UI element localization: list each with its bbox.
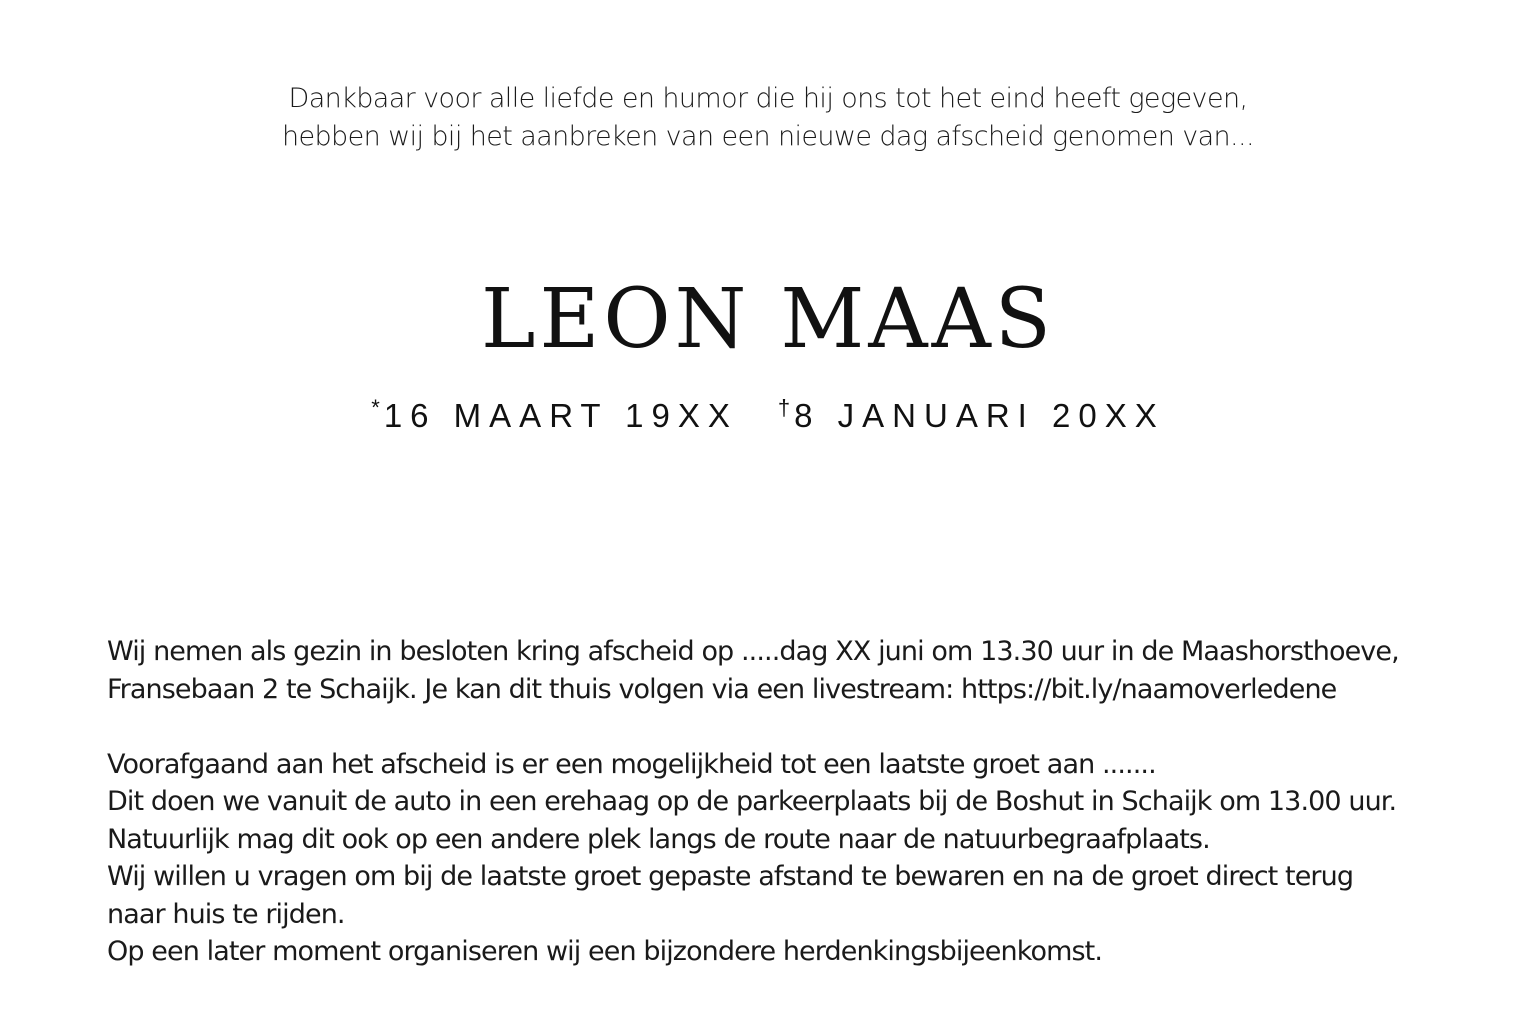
birth-symbol: * [371,395,384,420]
paragraph-2-line-5: naar huis te rijden. [107,898,345,930]
paragraph-1-line-2: Fransebaan 2 te Schaijk. Je kan dit thuis volgen via een livestream: https://bit.ly/naamoverledene [107,673,1337,705]
paragraph-1-line-1: Wij nemen als gezin in besloten kring afscheid op .....dag XX juni om 13.30 uur in de Maashorsthoeve, [107,636,1399,667]
paragraph-2-line-2: Dit doen we vanuit de auto in een erehaag op de parkeerplaats bij de Boshut in Schaijk om 13.00 uur. [107,786,1397,817]
deceased-name: LEON MAAS [481,272,1055,367]
birth-date: 16 MAART 19XX [383,397,738,434]
paragraph-2-line-3: Natuurlijk mag dit ook op een andere plek langs de route naar de natuurbegraafplaats. [107,823,1210,855]
intro-line-2: hebben wij bij het aanbreken van een nieuwe dag afscheid genomen van... [282,121,1254,152]
death-date: 8 JANUARI 20XX [794,397,1165,434]
life-dates [0,394,1536,442]
intro-line-1: Dankbaar voor alle liefde en humor die hij ons tot het eind heeft gegeven, [288,83,1248,114]
paragraph-2-line-1: Voorafgaand aan het afscheid is er een mogelijkheid tot een laatste groet aan ....... [107,748,1156,780]
paragraph-2-line-4: Wij willen u vragen om bij de laatste groet gepaste afstand te bewaren en na de groet direct terug [107,861,1354,892]
death-symbol: † [777,395,795,420]
ceremony-details [107,633,1467,971]
paragraph-2-line-6: Op een later moment organiseren wij een bijzondere herdenkingsbijeenkomst. [107,936,1103,967]
intro-text [0,80,1536,156]
